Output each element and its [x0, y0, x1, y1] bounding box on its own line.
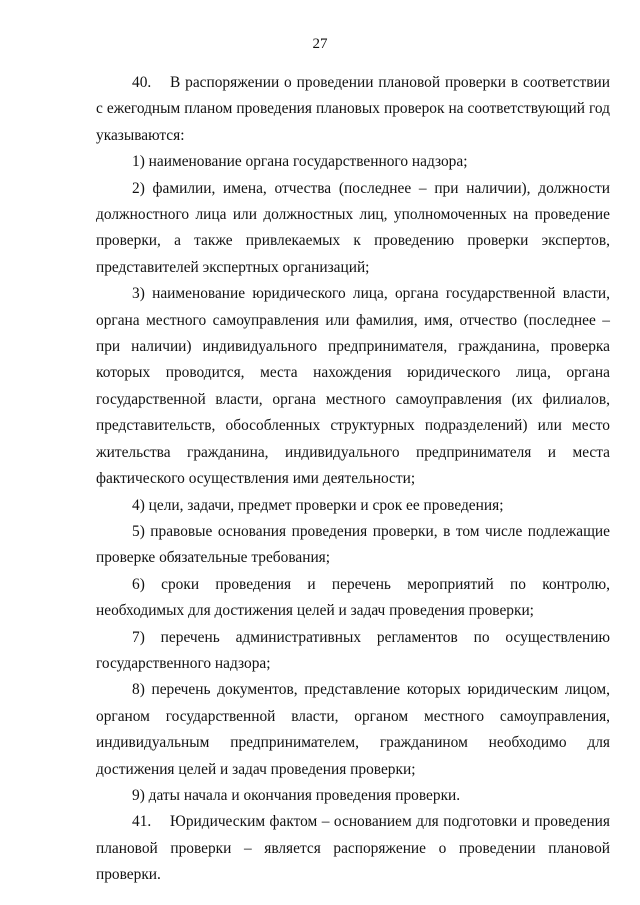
list-item-text: 1) наименование органа государственного надзора; [132, 153, 468, 171]
list-item-4 [96, 493, 610, 519]
paragraph-40 [96, 70, 610, 149]
list-item-2 [96, 176, 610, 282]
paragraph-number: 41. [132, 813, 152, 831]
list-item-text: 3) наименование юридического лица, органа государственной власти, органа местного самоуправления или фамилия, имя, отчество (последнее – при наличии) индивидуального предпринимателя, гражданина, проверка которых проводится, места нахождения юридического лица, органа государственной власти, органа местного самоуправления (их филиалов, представительств, обособленных структурных подразделений) или место жительства гражданина, индивидуального предпринимателя и места фактического осуществления ими деятельности; [96, 285, 610, 488]
list-item-text: 4) цели, задачи, предмет проверки и срок ее проведения; [132, 496, 504, 514]
list-item-3 [96, 281, 610, 492]
list-item-text: 5) правовые основания проведения проверки, в том числе подлежащие проверке обязательные требования; [96, 522, 610, 567]
list-item-text: 2) фамилии, имена, отчества (последнее – при наличии), должности должностного лица или должностных лиц, уполномоченных на проведение проверки, а также привлекаемых к проведению проверки экспертов, представителей экспертных организаций; [96, 179, 610, 276]
list-item-text: 6) сроки проведения и перечень мероприятий по контролю, необходимых для достижения целей и задач проведения проверки; [96, 575, 610, 620]
list-item-1 [96, 149, 610, 175]
list-item-8 [96, 677, 610, 783]
paragraph-number: 40. [132, 74, 152, 91]
list-item-text: 7) перечень административных регламентов по осуществлению государственного надзора; [96, 628, 610, 672]
list-item-5 [96, 519, 610, 572]
list-item-text: 8) перечень документов, представление которых юридическим лицом, органом государственной власти, органом местного самоуправления, индивидуальным предпринимателем, гражданином необходимо для достижения целей и задач проведения проверки; [96, 681, 610, 778]
list-item-text: 9) даты начала и окончания проведения проверки. [132, 786, 461, 804]
paragraph-text: В распоряжении о проведении плановой проверки в соответствии с ежегодным планом проведения плановых проверок на соответствующий год указываются: [96, 74, 610, 144]
list-item-9 [96, 783, 610, 809]
list-item-6 [96, 572, 610, 625]
list-item-7 [96, 625, 610, 678]
page-number: 27 [312, 36, 328, 52]
document-body [96, 70, 610, 889]
paragraph-text: Юридическим фактом – основанием для подготовки и проведения плановой проверки – является распоряжение о проведении плановой проверки. [96, 813, 610, 884]
paragraph-41 [96, 809, 610, 888]
